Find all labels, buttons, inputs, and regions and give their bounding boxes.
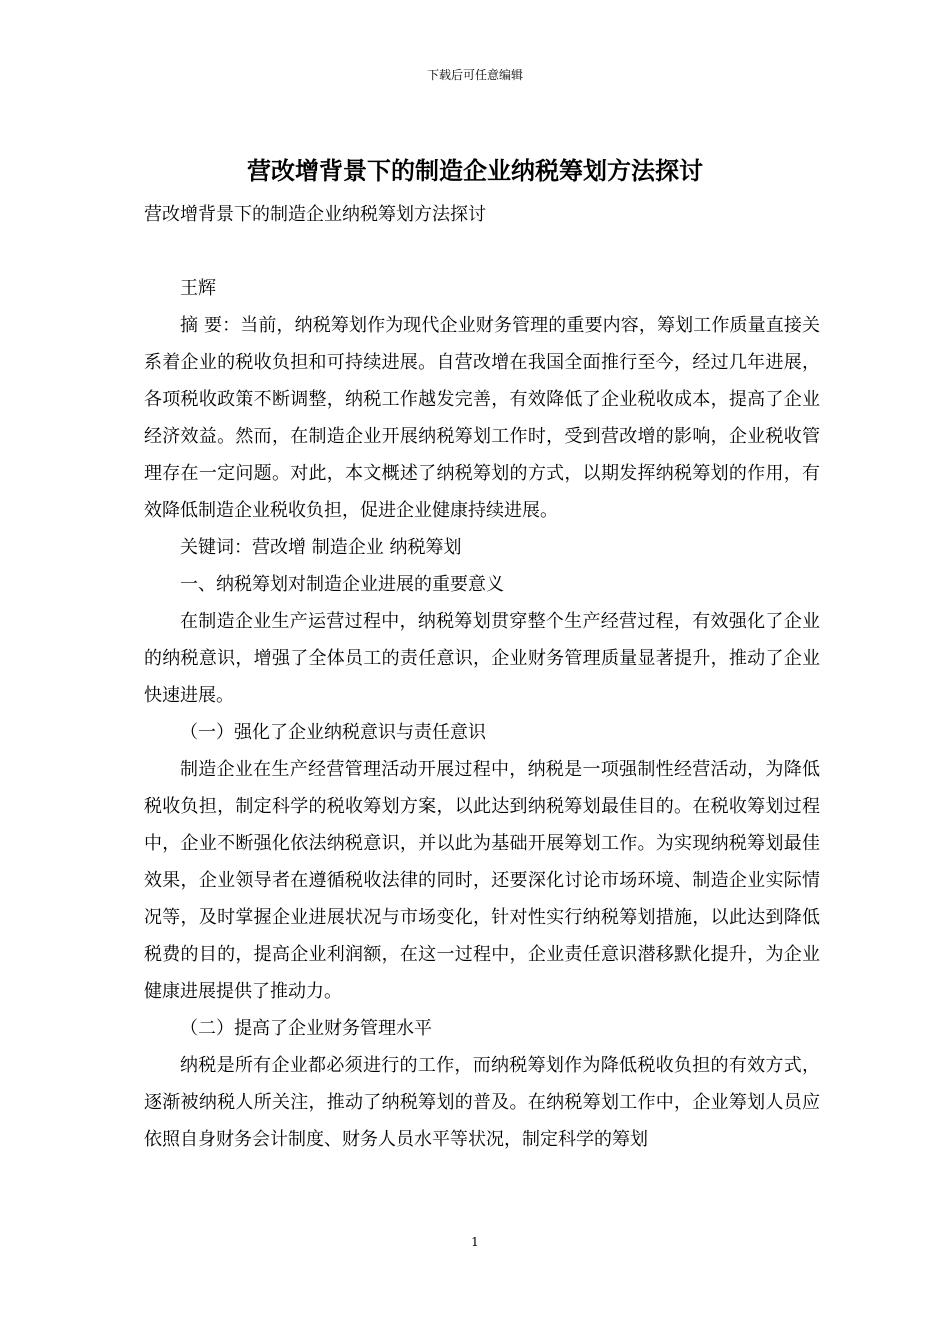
section-1-intro-paragraph: 在制造企业生产运营过程中，纳税筹划贯穿整个生产经营过程，有效强化了企业的纳税意识，增强了全体员工的责任意识，企业财务管理质量显著提升，推动了企业快速进展。 [144, 611, 820, 706]
document-subtitle: 营改增背景下的制造企业纳税筹划方法探讨 [144, 204, 486, 225]
subsection-2-paragraph: 纳税是所有企业都必须进行的工作，而纳税筹划作为降低税收负担的有效方式，逐渐被纳税人所关注，推动了纳税筹划的普及。在纳税筹划工作中，企业筹划人员应依照自身财务会计制度、财务人员水平等状况，制定科学的筹划 [144, 1055, 820, 1150]
keywords-line: 关键词：营改增 制造企业 纳税筹划 [180, 537, 462, 558]
document-title: 营改增背景下的制造企业纳税筹划方法探讨 [247, 156, 703, 185]
subsection-heading-2: （二）提高了企业财务管理水平 [180, 1018, 432, 1039]
abstract-paragraph: 摘 要：当前，纳税筹划作为现代企业财务管理的重要内容，筹划工作质量直接关系着企业的税收负担和可持续进展。自营改增在我国全面推行至今，经过几年进展，各项税收政策不断调整，纳税工作越发完善，有效降低了企业税收成本，提高了企业经济效益。然而，在制造企业开展纳税筹划工作时，受到营改增的影响，企业税收管理存在一定问题。对此，本文概述了纳税筹划的方式，以期发挥纳税筹划的作用，有效降低制造企业税收负担，促进企业健康持续进展。 [144, 315, 820, 521]
header-note: 下载后可任意编辑 [426, 68, 523, 82]
author-name: 王辉 [180, 278, 216, 299]
document-body [144, 196, 820, 1158]
page-number: 1 [471, 1235, 479, 1249]
subsection-heading-1: （一）强化了企业纳税意识与责任意识 [180, 722, 486, 743]
section-heading-1: 一、纳税筹划对制造企业进展的重要意义 [180, 574, 504, 595]
subsection-1-paragraph: 制造企业在生产经营管理活动开展过程中，纳税是一项强制性经营活动，为降低税收负担，制定科学的税收筹划方案，以此达到纳税筹划最佳目的。在税收筹划过程中，企业不断强化依法纳税意识，并以此为基础开展筹划工作。为实现纳税筹划最佳效果，企业领导者在遵循税收法律的同时，还要深化讨论市场环境、制造企业实际情况等，及时掌握企业进展状况与市场变化，针对性实行纳税筹划措施，以此达到降低税费的目的，提高企业利润额，在这一过程中，企业责任意识潜移默化提升，为企业健康进展提供了推动力。 [144, 759, 820, 1002]
